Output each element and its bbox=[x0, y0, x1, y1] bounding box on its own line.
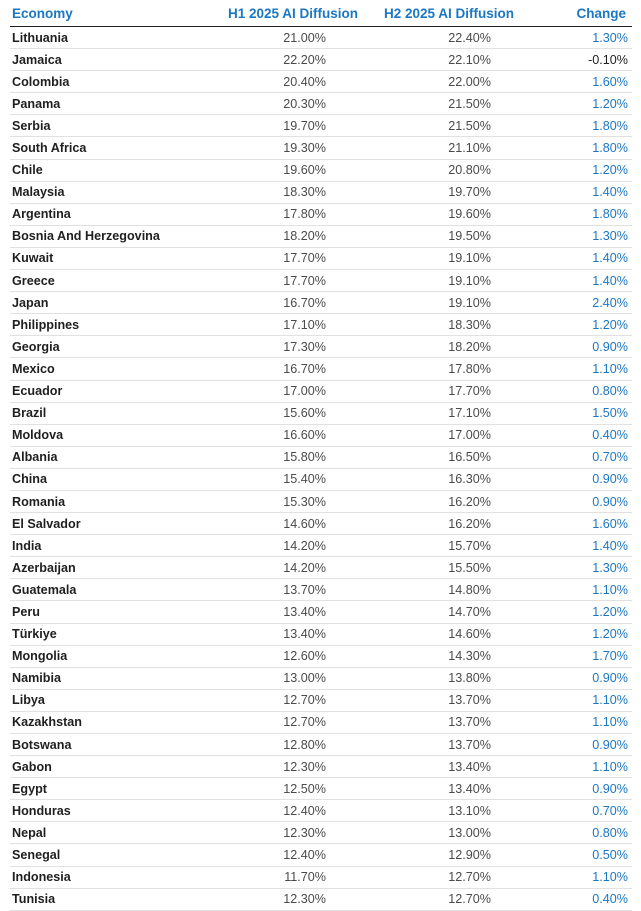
header-h1: H1 2025 AI Diffusion bbox=[227, 5, 358, 21]
economy-cell: Ecuador bbox=[12, 384, 63, 399]
economy-cell: Türkiye bbox=[12, 627, 57, 642]
table-row bbox=[10, 734, 632, 756]
table-row bbox=[10, 204, 632, 226]
h1-cell: 13.40% bbox=[283, 627, 326, 642]
table-row bbox=[10, 93, 632, 115]
change-cell: 1.40% bbox=[592, 251, 628, 266]
economy-cell: Bosnia And Herzegovina bbox=[12, 229, 160, 244]
table-row bbox=[10, 115, 632, 137]
h1-cell: 12.60% bbox=[283, 649, 326, 664]
economy-cell: Peru bbox=[12, 604, 40, 619]
economy-cell: Argentina bbox=[12, 207, 71, 222]
h2-cell: 17.00% bbox=[448, 428, 491, 443]
h1-cell: 17.70% bbox=[283, 251, 326, 266]
table-row bbox=[10, 182, 632, 204]
h2-cell: 17.80% bbox=[448, 361, 491, 376]
h1-cell: 14.60% bbox=[283, 516, 326, 531]
change-cell: 0.50% bbox=[592, 848, 628, 863]
economy-cell: India bbox=[12, 538, 42, 553]
h2-cell: 21.10% bbox=[448, 141, 491, 156]
h2-cell: 13.40% bbox=[448, 781, 491, 796]
table-row bbox=[10, 889, 632, 911]
table-row bbox=[10, 49, 632, 71]
economy-cell: Libya bbox=[12, 693, 45, 708]
economy-cell: Moldova bbox=[12, 428, 64, 443]
h2-cell: 19.10% bbox=[448, 295, 491, 310]
table-row bbox=[10, 270, 632, 292]
change-cell: 0.80% bbox=[592, 825, 628, 840]
h1-cell: 17.80% bbox=[283, 207, 326, 222]
h2-cell: 13.00% bbox=[448, 825, 491, 840]
h2-cell: 17.70% bbox=[448, 384, 491, 399]
h1-cell: 14.20% bbox=[283, 560, 326, 575]
h2-cell: 13.70% bbox=[448, 693, 491, 708]
economy-cell: Tunisia bbox=[12, 892, 56, 907]
economy-cell: Greece bbox=[12, 273, 55, 288]
economy-cell: Indonesia bbox=[12, 870, 71, 885]
economy-cell: Kazakhstan bbox=[12, 715, 82, 730]
h2-cell: 20.80% bbox=[448, 163, 491, 178]
table-row bbox=[10, 358, 632, 380]
change-cell: 1.80% bbox=[592, 118, 628, 133]
economy-cell: Azerbaijan bbox=[12, 560, 76, 575]
change-cell: 1.10% bbox=[592, 693, 628, 708]
table-row bbox=[10, 447, 632, 469]
change-cell: 1.30% bbox=[592, 560, 628, 575]
h2-cell: 12.70% bbox=[448, 870, 491, 885]
economy-cell: Brazil bbox=[12, 406, 47, 421]
table-row bbox=[10, 248, 632, 270]
economy-cell: Jamaica bbox=[12, 52, 62, 67]
h1-cell: 19.60% bbox=[283, 163, 326, 178]
change-cell: 1.60% bbox=[592, 516, 628, 531]
table-row bbox=[10, 513, 632, 535]
table-row bbox=[10, 137, 632, 159]
h1-cell: 13.70% bbox=[283, 582, 326, 597]
change-cell: 0.90% bbox=[592, 339, 628, 354]
h2-cell: 18.20% bbox=[448, 339, 491, 354]
table-row bbox=[10, 579, 632, 601]
economy-cell: Romania bbox=[12, 494, 66, 509]
economy-cell: Egypt bbox=[12, 781, 47, 796]
change-cell: 1.20% bbox=[592, 96, 628, 111]
h1-cell: 12.80% bbox=[283, 737, 326, 752]
economy-cell: Gabon bbox=[12, 759, 52, 774]
h2-cell: 13.40% bbox=[448, 759, 491, 774]
table-row bbox=[10, 668, 632, 690]
table-row bbox=[10, 557, 632, 579]
table-row bbox=[10, 535, 632, 557]
economy-cell: Panama bbox=[12, 96, 61, 111]
h1-cell: 12.30% bbox=[283, 825, 326, 840]
change-cell: 1.80% bbox=[592, 141, 628, 156]
economy-cell: Senegal bbox=[12, 848, 61, 863]
table-row bbox=[10, 601, 632, 623]
h1-cell: 19.70% bbox=[283, 118, 326, 133]
h1-cell: 12.70% bbox=[283, 715, 326, 730]
h2-cell: 15.70% bbox=[448, 538, 491, 553]
h2-cell: 12.70% bbox=[448, 892, 491, 907]
table-row bbox=[10, 756, 632, 778]
economy-cell: Malaysia bbox=[12, 185, 65, 200]
h1-cell: 17.30% bbox=[283, 339, 326, 354]
h2-cell: 15.50% bbox=[448, 560, 491, 575]
table-row bbox=[10, 71, 632, 93]
table-header bbox=[10, 0, 632, 27]
h1-cell: 11.70% bbox=[284, 870, 326, 885]
h1-cell: 18.20% bbox=[283, 229, 326, 244]
h1-cell: 20.40% bbox=[283, 74, 326, 89]
table-row bbox=[10, 226, 632, 248]
change-cell: 1.60% bbox=[592, 74, 628, 89]
table-row bbox=[10, 425, 632, 447]
h2-cell: 13.10% bbox=[448, 803, 491, 818]
header-economy: Economy bbox=[12, 5, 73, 21]
change-cell: 2.40% bbox=[592, 295, 628, 310]
economy-cell: Namibia bbox=[12, 671, 61, 686]
table-row bbox=[10, 381, 632, 403]
economy-cell: Chile bbox=[12, 163, 43, 178]
economy-cell: Botswana bbox=[12, 737, 72, 752]
economy-cell: Albania bbox=[12, 450, 58, 465]
change-cell: 1.70% bbox=[592, 649, 628, 664]
header-h2: H2 2025 AI Diffusion bbox=[383, 5, 514, 21]
change-cell: -0.10% bbox=[588, 52, 628, 67]
h2-cell: 21.50% bbox=[448, 118, 491, 133]
h2-cell: 16.20% bbox=[448, 516, 491, 531]
table-row bbox=[10, 800, 632, 822]
table-row bbox=[10, 646, 632, 668]
h2-cell: 14.30% bbox=[448, 649, 491, 664]
change-cell: 1.20% bbox=[592, 317, 628, 332]
h2-cell: 19.50% bbox=[448, 229, 491, 244]
economy-cell: South Africa bbox=[12, 141, 87, 156]
table-row bbox=[10, 867, 632, 889]
economy-cell: Colombia bbox=[12, 74, 70, 89]
economy-cell: Mongolia bbox=[12, 649, 68, 664]
h1-cell: 17.00% bbox=[283, 384, 326, 399]
economy-cell: Kuwait bbox=[12, 251, 54, 266]
h1-cell: 15.60% bbox=[283, 406, 326, 421]
economy-cell: Serbia bbox=[12, 118, 51, 133]
change-cell: 1.10% bbox=[592, 759, 628, 774]
h1-cell: 16.70% bbox=[283, 361, 326, 376]
h2-cell: 13.80% bbox=[448, 671, 491, 686]
economy-cell: Lithuania bbox=[12, 30, 68, 45]
table-row bbox=[10, 778, 632, 800]
change-cell: 0.40% bbox=[592, 892, 628, 907]
table-row bbox=[10, 624, 632, 646]
table-row bbox=[10, 491, 632, 513]
h2-cell: 22.10% bbox=[448, 52, 491, 67]
header-change: Change bbox=[576, 5, 626, 21]
h1-cell: 12.40% bbox=[283, 848, 326, 863]
h1-cell: 18.30% bbox=[283, 185, 326, 200]
economy-cell: Japan bbox=[12, 295, 49, 310]
h1-cell: 17.10% bbox=[283, 317, 326, 332]
h2-cell: 14.80% bbox=[448, 582, 491, 597]
table-row bbox=[10, 27, 632, 49]
economy-cell: El Salvador bbox=[12, 516, 81, 531]
h2-cell: 13.70% bbox=[448, 715, 491, 730]
h2-cell: 18.30% bbox=[448, 317, 491, 332]
change-cell: 0.70% bbox=[592, 450, 628, 465]
h1-cell: 12.40% bbox=[283, 803, 326, 818]
change-cell: 1.10% bbox=[592, 715, 628, 730]
change-cell: 1.50% bbox=[592, 406, 628, 421]
table-row bbox=[10, 292, 632, 314]
table-row bbox=[10, 844, 632, 866]
change-cell: 1.30% bbox=[592, 229, 628, 244]
h1-cell: 15.40% bbox=[283, 472, 326, 487]
change-cell: 0.90% bbox=[592, 494, 628, 509]
change-cell: 1.30% bbox=[592, 30, 628, 45]
change-cell: 0.90% bbox=[592, 671, 628, 686]
change-cell: 1.40% bbox=[592, 273, 628, 288]
change-cell: 1.40% bbox=[592, 185, 628, 200]
ai-diffusion-table bbox=[10, 0, 632, 911]
h1-cell: 15.30% bbox=[283, 494, 326, 509]
table-row bbox=[10, 712, 632, 734]
h1-cell: 12.50% bbox=[283, 781, 326, 796]
h1-cell: 21.00% bbox=[283, 30, 326, 45]
economy-cell: Mexico bbox=[12, 361, 55, 376]
change-cell: 1.20% bbox=[592, 604, 628, 619]
economy-cell: Honduras bbox=[12, 803, 71, 818]
economy-cell: Philippines bbox=[12, 317, 80, 332]
h2-cell: 13.70% bbox=[448, 737, 491, 752]
change-cell: 0.40% bbox=[592, 428, 628, 443]
h2-cell: 22.00% bbox=[448, 74, 491, 89]
table-row bbox=[10, 336, 632, 358]
economy-cell: Guatemala bbox=[12, 582, 77, 597]
change-cell: 1.10% bbox=[592, 870, 628, 885]
table-row bbox=[10, 314, 632, 336]
change-cell: 0.90% bbox=[592, 781, 628, 796]
economy-cell: Nepal bbox=[12, 825, 47, 840]
h1-cell: 16.60% bbox=[283, 428, 326, 443]
h1-cell: 13.00% bbox=[283, 671, 326, 686]
h2-cell: 14.60% bbox=[448, 627, 491, 642]
h1-cell: 19.30% bbox=[283, 141, 326, 156]
table-row bbox=[10, 822, 632, 844]
change-cell: 1.20% bbox=[592, 627, 628, 642]
h2-cell: 12.90% bbox=[448, 848, 491, 863]
h2-cell: 16.50% bbox=[448, 450, 491, 465]
economy-cell: Georgia bbox=[12, 339, 60, 354]
h2-cell: 21.50% bbox=[448, 96, 491, 111]
h2-cell: 17.10% bbox=[448, 406, 491, 421]
h1-cell: 13.40% bbox=[283, 604, 326, 619]
table-row bbox=[10, 469, 632, 491]
h2-cell: 16.30% bbox=[448, 472, 491, 487]
change-cell: 1.20% bbox=[592, 163, 628, 178]
change-cell: 1.40% bbox=[592, 538, 628, 553]
change-cell: 0.90% bbox=[592, 737, 628, 752]
h2-cell: 19.10% bbox=[448, 273, 491, 288]
change-cell: 1.10% bbox=[592, 361, 628, 376]
h2-cell: 19.60% bbox=[448, 207, 491, 222]
table-body bbox=[10, 27, 632, 911]
economy-cell: China bbox=[12, 472, 47, 487]
table-row bbox=[10, 690, 632, 712]
table-row bbox=[10, 403, 632, 425]
change-cell: 0.70% bbox=[592, 803, 628, 818]
h1-cell: 12.30% bbox=[283, 759, 326, 774]
h2-cell: 19.70% bbox=[448, 185, 491, 200]
h2-cell: 14.70% bbox=[448, 604, 491, 619]
h1-cell: 15.80% bbox=[283, 450, 326, 465]
table-row bbox=[10, 160, 632, 182]
h1-cell: 14.20% bbox=[283, 538, 326, 553]
h1-cell: 16.70% bbox=[283, 295, 326, 310]
h2-cell: 22.40% bbox=[448, 30, 491, 45]
h1-cell: 17.70% bbox=[283, 273, 326, 288]
h2-cell: 19.10% bbox=[448, 251, 491, 266]
change-cell: 0.90% bbox=[592, 472, 628, 487]
h2-cell: 16.20% bbox=[448, 494, 491, 509]
h1-cell: 12.30% bbox=[283, 892, 326, 907]
h1-cell: 20.30% bbox=[283, 96, 326, 111]
change-cell: 1.10% bbox=[592, 582, 628, 597]
change-cell: 1.80% bbox=[592, 207, 628, 222]
h1-cell: 22.20% bbox=[283, 52, 326, 67]
h1-cell: 12.70% bbox=[283, 693, 326, 708]
change-cell: 0.80% bbox=[592, 384, 628, 399]
